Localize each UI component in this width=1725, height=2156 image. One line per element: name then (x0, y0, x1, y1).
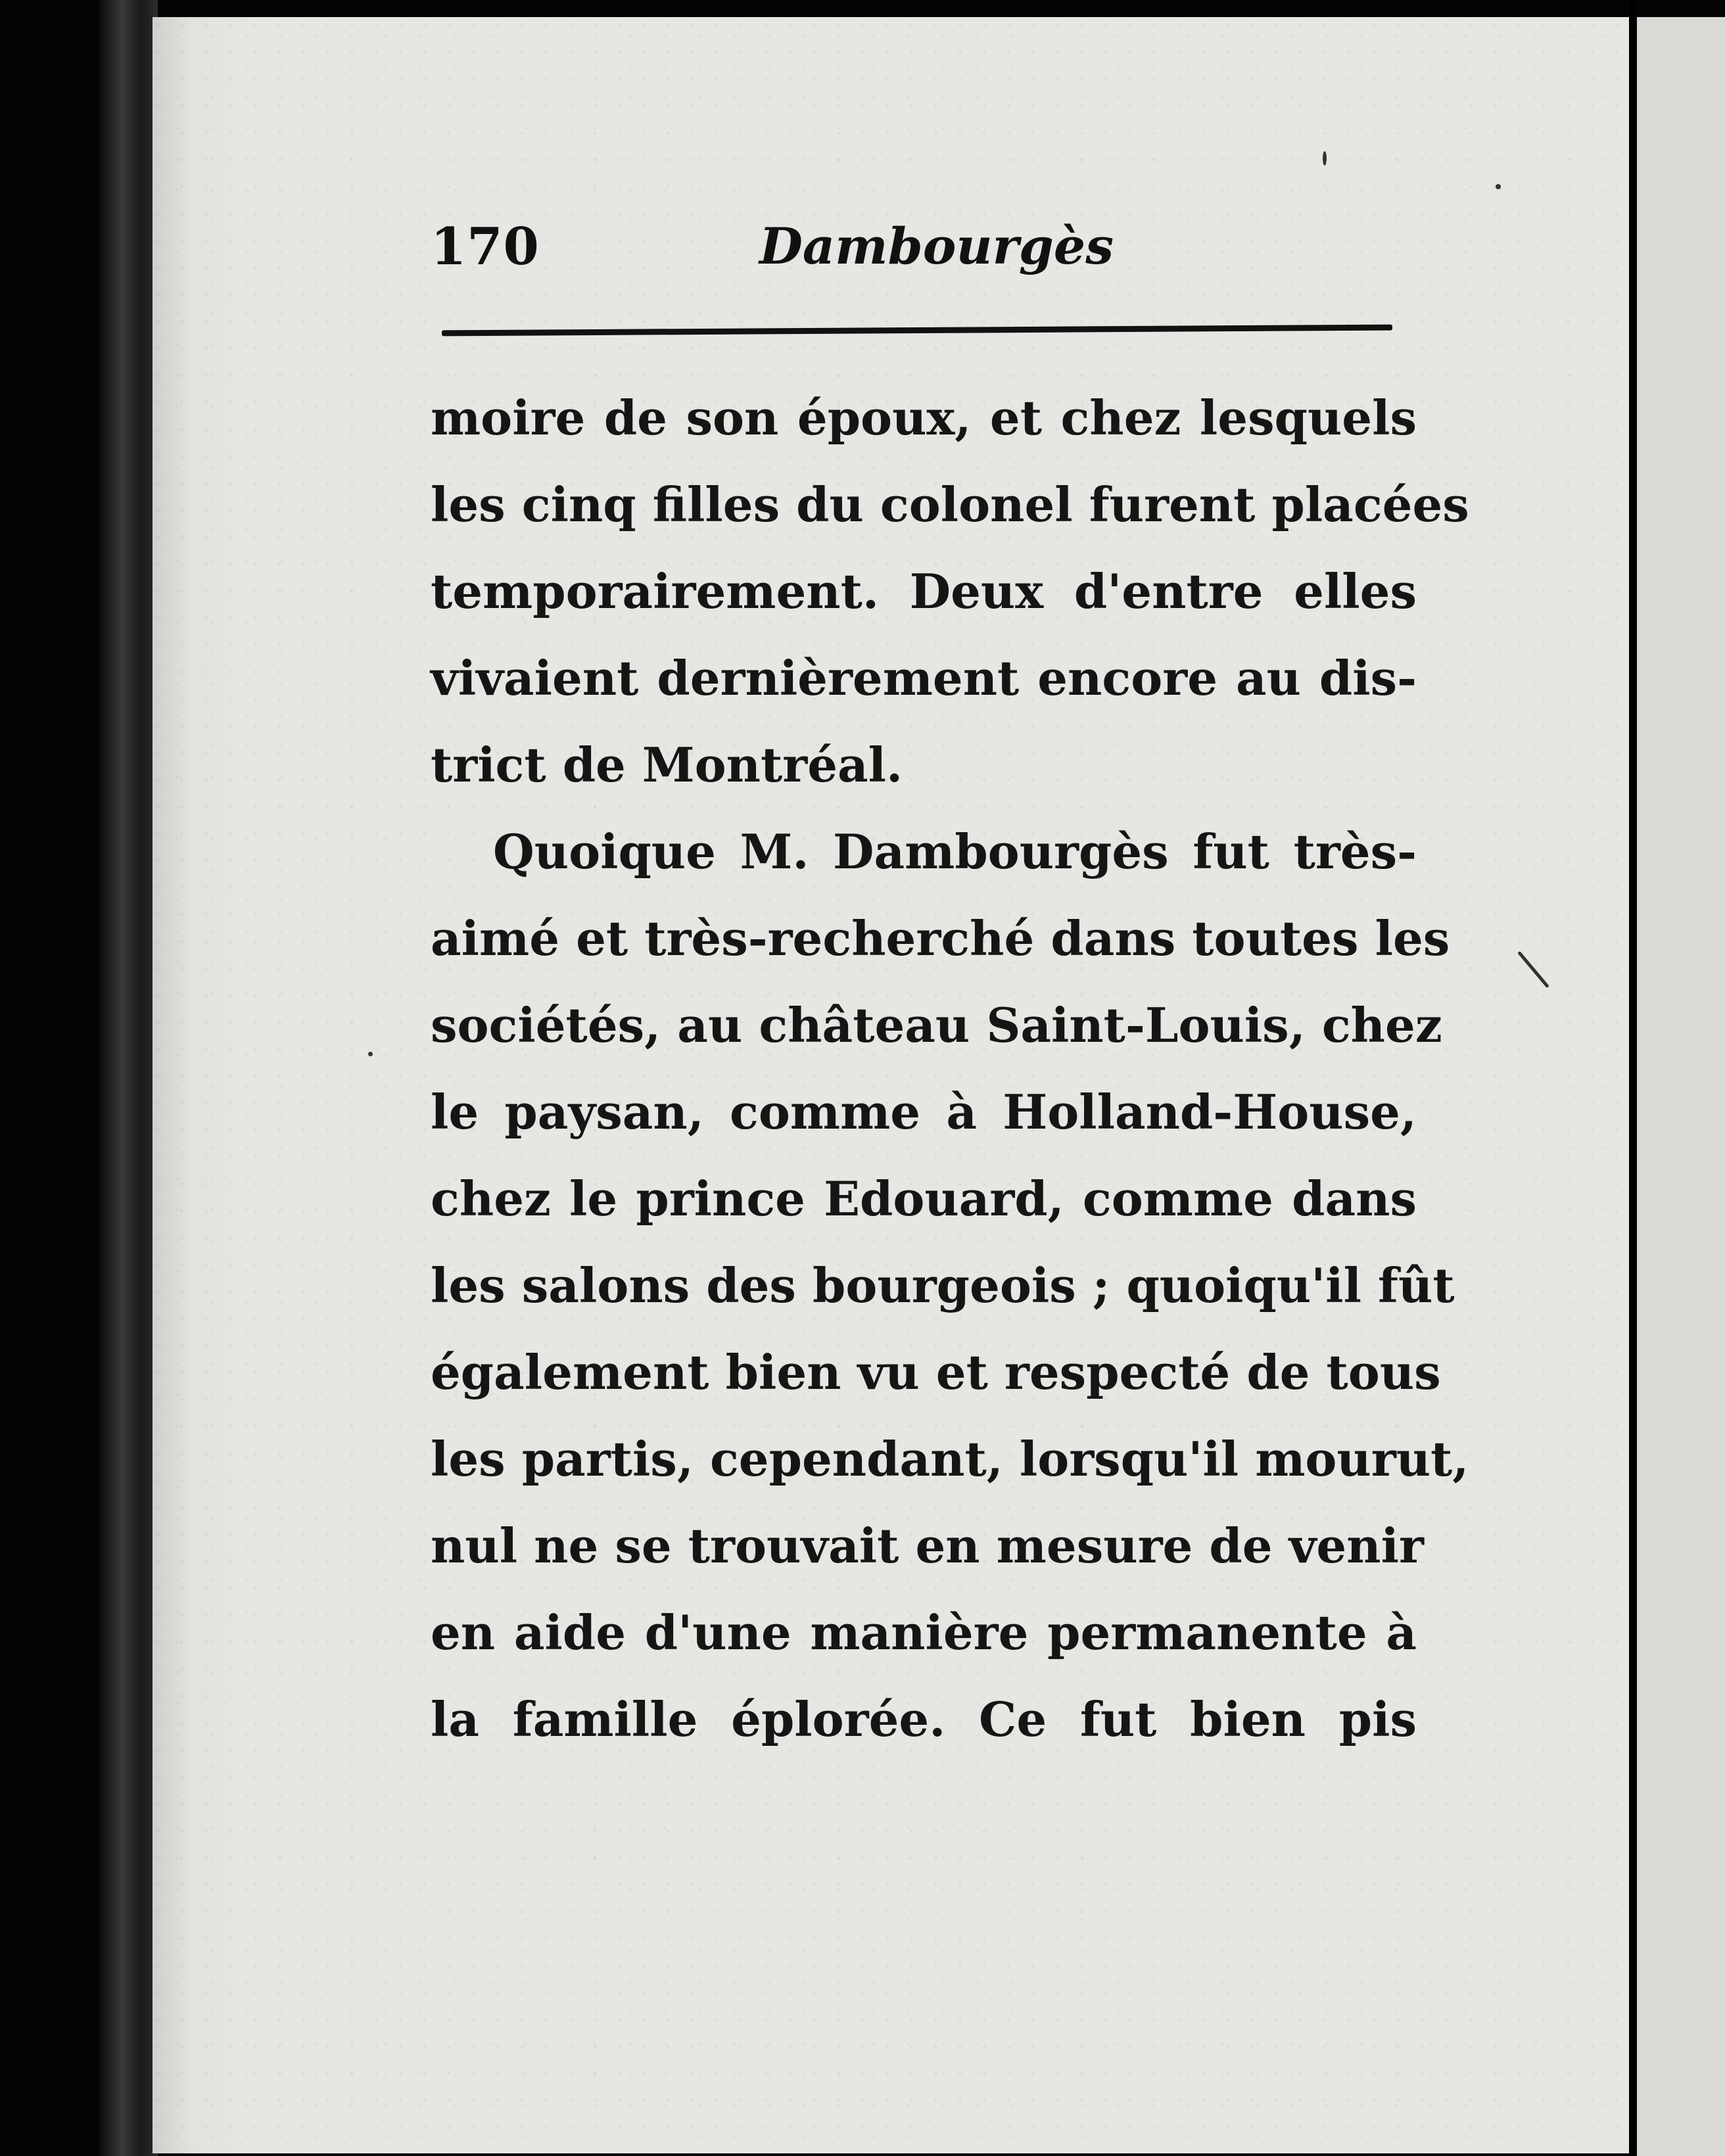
text-line: trict de Montréal. (431, 737, 903, 793)
text-line: temporairement. Deux d'entre elles (431, 563, 1417, 619)
text-line: les cinq filles du colonel furent placées (431, 477, 1469, 532)
text-line: les partis, cependant, lorsqu'il mourut, (431, 1431, 1469, 1487)
text-line: moire de son époux, et chez lesquels (431, 390, 1417, 446)
page-right-edge (1629, 0, 1637, 2156)
dust-speck (1323, 151, 1327, 166)
text-line: également bien vu et respecté de tous (431, 1344, 1441, 1400)
text-line: vivaient dernièrement encore au dis- (431, 650, 1417, 706)
dust-speck (368, 1052, 373, 1056)
page-header (431, 210, 1390, 289)
text-line: Quoique M. Dambourgès fut très- (493, 824, 1417, 879)
book-binding-edge (99, 0, 158, 2156)
running-title: Dambourgès (759, 217, 1114, 275)
text-line: sociétés, au château Saint-Louis, chez (431, 997, 1442, 1053)
dust-speck (1496, 184, 1501, 189)
body-text (431, 375, 1469, 1763)
text-line: aimé et très-recherché dans toutes les (431, 910, 1450, 966)
page-number: 170 (431, 217, 540, 277)
text-line: la famille éplorée. Ce fut bien pis (431, 1691, 1417, 1747)
text-line: les salons des bourgeois ; quoiqu'il fût (431, 1257, 1455, 1313)
facing-page-sliver (1637, 17, 1725, 2156)
text-line: nul ne se trouvait en mesure de venir (431, 1518, 1424, 1574)
text-line: le paysan, comme à Holland-House, (431, 1084, 1417, 1140)
text-line: en aide d'une manière permanente à (431, 1605, 1417, 1660)
text-line: chez le prince Edouard, comme dans (431, 1171, 1417, 1227)
